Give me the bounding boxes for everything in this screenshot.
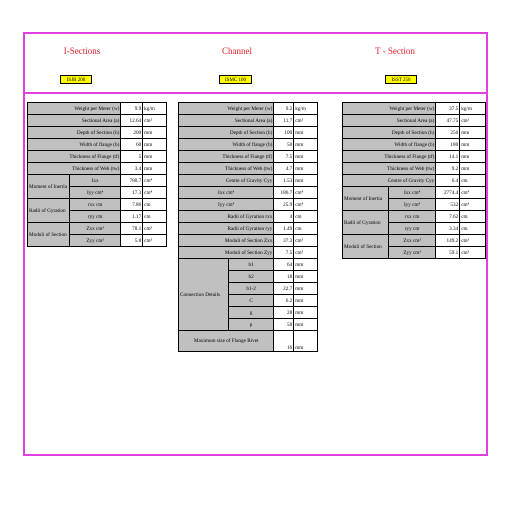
table-row: Radii of Gyration rxx cm 7.86 cm — [28, 199, 167, 211]
table-row: Thickness of Flange (tf) 5 mm — [28, 151, 167, 163]
table-row: Weight per Meter (w) 9.2 kg/m — [179, 103, 318, 115]
table-row: Thickness of Web (tw) 9.2 mm — [343, 163, 486, 175]
table-row: Thickness of Web (tw) 4.7 mm — [179, 163, 318, 175]
table-row: Width of flange (b) 50 mm — [179, 139, 318, 151]
table-row: Centre of Gravity Cyy 1.53 mm — [179, 175, 318, 187]
table-row: Sectional Area (a) 12.64 cm² — [28, 115, 167, 127]
channel-title: Channel — [222, 46, 252, 56]
table-row: p 50 mm — [179, 319, 318, 331]
table-row: Depth of Section (h) 100 mm — [179, 127, 318, 139]
table-row: ryy cm 1.17 cm — [28, 211, 167, 223]
channel-table — [178, 102, 318, 352]
i-section-table — [27, 102, 167, 247]
table-row: Weight per Meter (w) 37.5 kg/m — [343, 103, 486, 115]
table-row: Zyy cm³ 59.1 cm³ — [343, 247, 486, 259]
table-row: Iyy cm⁴ 17.3 cm⁴ — [28, 187, 167, 199]
table-row: g 28 mm — [179, 307, 318, 319]
channel-badge: ISMC 100 — [219, 75, 252, 84]
table-row: Width of flange (b) 180 mm — [343, 139, 486, 151]
table-row: b1-2 22.7 mm — [179, 283, 318, 295]
table-row: ryy cm 3.34 cm — [343, 223, 486, 235]
i-section-title: I-Sections — [63, 46, 101, 56]
table-row: Radii of Gyration ryy 1.49 cm — [179, 223, 318, 235]
table-row: Thickness of Flange (tf) 7.5 mm — [179, 151, 318, 163]
table-row: Zyy cm³ 5.8 cm³ — [28, 235, 167, 247]
table-row: Moment of Inertia Ixx 780.7 cm⁴ — [28, 175, 167, 187]
table-row: Thickness of Flange (tf) 14.1 mm — [343, 151, 486, 163]
table-row: Moment of Inertia Ixx cm⁴ 2774.4 cm⁴ — [343, 187, 486, 199]
table-row: Moduli of Section Zxx 37.3 cm³ — [179, 235, 318, 247]
table-row: Connection Details b1 64 mm — [179, 259, 318, 271]
table-row: Moduli of Section Zyy 7.5 cm³ — [179, 247, 318, 259]
table-row: Centre of Gravity Cyy 6.4 cm — [343, 175, 486, 187]
table-row: Depth of Section (h) 200 mm — [28, 127, 167, 139]
table-row: Radii of Gyration rxx cm 7.62 cm — [343, 211, 486, 223]
table-row: Sectional Area (a) 47.75 cm² — [343, 115, 486, 127]
table-row: Moduli of Section Zxx cm³ 78.1 cm³ — [28, 223, 167, 235]
table-row: Radii of Gyration rxx 4 cm — [179, 211, 318, 223]
table-row: Depth of Section (h) 250 mm — [343, 127, 486, 139]
table-row: b2 18 mm — [179, 271, 318, 283]
table-row: Iyy cm⁴ 532 cm⁴ — [343, 199, 486, 211]
i-section-badge: ISJB 200 — [60, 75, 92, 84]
table-row: Ixx cm⁴ 186.7 cm⁴ — [179, 187, 318, 199]
table-row: Moduli of Section Zxx cm³ 149.2 cm³ — [343, 235, 486, 247]
t-section-badge: ISST 250 — [385, 75, 417, 84]
t-section-table — [342, 102, 486, 259]
table-row: Iyy cm⁴ 25.9 cm⁴ — [179, 199, 318, 211]
table-row: Thickness of Web (tw) 3.4 mm — [28, 163, 167, 175]
table-row: Weight per Meter (w) 9.9 kg/m — [28, 103, 167, 115]
table-row: C 6.2 mm — [179, 295, 318, 307]
t-section-title: T - Section — [375, 46, 415, 56]
table-row: Sectional Area (a) 11.7 cm² — [179, 115, 318, 127]
table-row: Width of flange (b) 60 mm — [28, 139, 167, 151]
table-row: Maximum size of Flange Rivet 16 mm — [179, 331, 318, 352]
section-header — [23, 32, 488, 94]
